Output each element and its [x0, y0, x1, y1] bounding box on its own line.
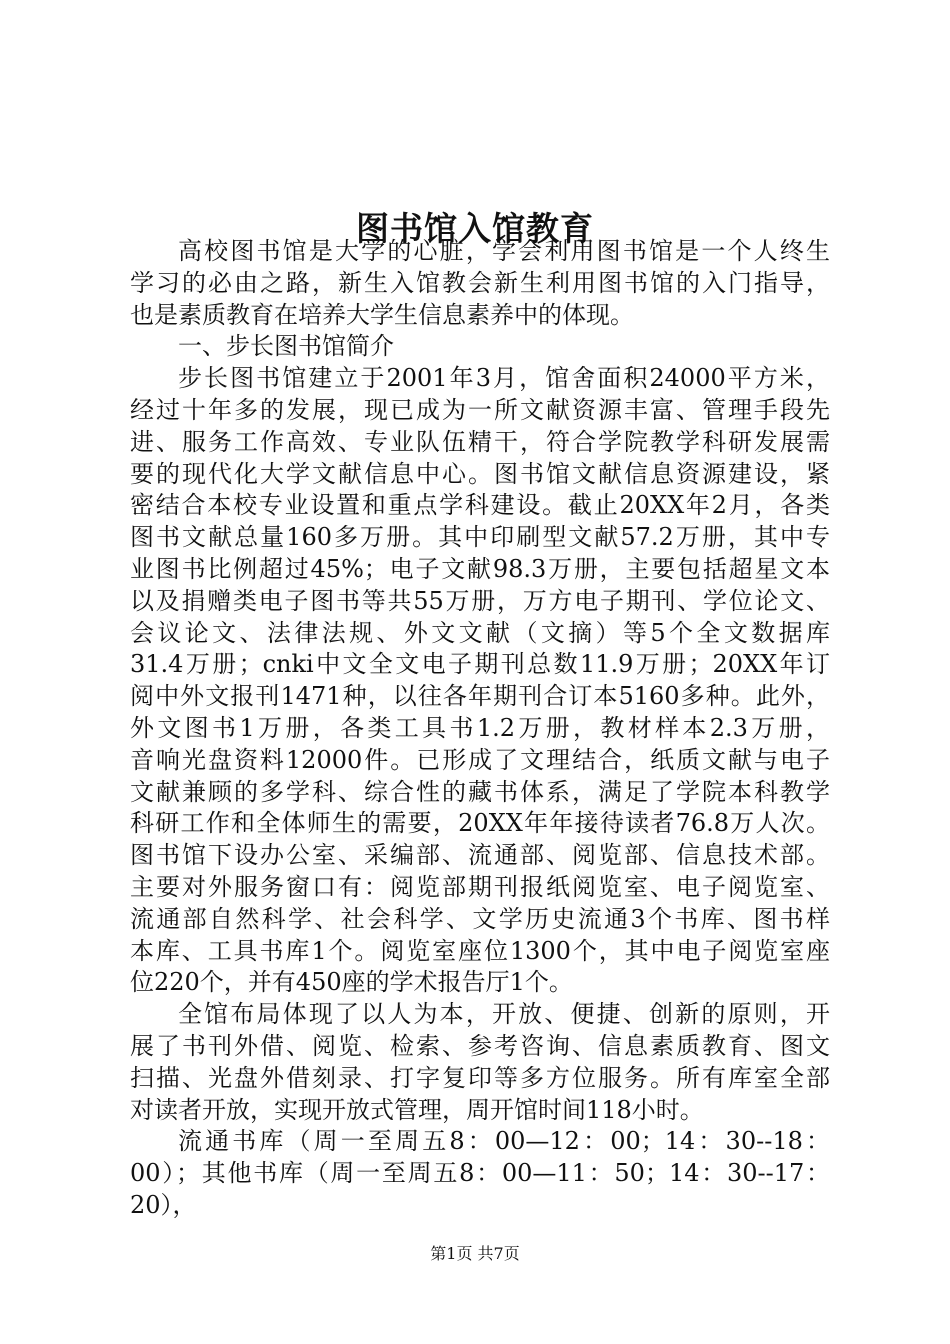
document-body	[130, 236, 830, 1222]
text-line: 扫描、光盘外借刻录、打字复印等多方位服务。所有库室全部	[130, 1063, 830, 1092]
text-line: 外文图书1万册，各类工具书1.2万册，教材样本2.3万册，	[130, 713, 830, 742]
text-line: 业图书比例超过45%；电子文献98.3万册，主要包括超星文本	[130, 554, 830, 583]
text-line: 主要对外服务窗口有：阅览部期刊报纸阅览室、电子阅览室、	[130, 872, 830, 901]
text-line: 位220个，并有450座的学术报告厅1个。	[130, 968, 573, 997]
body-paragraph	[130, 1126, 830, 1221]
document-title: 图书馆入馆教育	[356, 209, 594, 249]
text-line: 本库、工具书库1个。阅览室座位1300个，其中电子阅览室座	[130, 936, 830, 965]
text-line: 流通部自然科学、社会科学、文学历史流通3个书库、图书样	[130, 904, 830, 933]
text-line: 对读者开放，实现开放式管理，周开馆时间118小时。	[130, 1095, 704, 1124]
text-line: 学习的必由之路，新生入馆教会新生利用图书馆的入门指导，	[130, 268, 830, 297]
text-line: 也是素质教育在培养大学生信息素养中的体现。	[130, 300, 634, 329]
text-line: 图书文献总量160多万册。其中印刷型文献57.2万册，其中专	[130, 523, 830, 552]
text-line: 流通书库（周一至周五8：00—12：00；14：30--18：	[178, 1127, 830, 1156]
text-line: 进、服务工作高效、专业队伍精干，符合学院教学科研发展需	[130, 427, 830, 456]
text-line: 科研工作和全体师生的需要，20XX年年接待读者76.8万人次。	[130, 809, 830, 838]
text-line: 密结合本校专业设置和重点学科建设。截止20XX年2月，各类	[130, 491, 830, 520]
text-line: 经过十年多的发展，现已成为一所文献资源丰富、管理手段先	[130, 395, 830, 424]
body-paragraph	[130, 999, 830, 1126]
section-heading	[130, 331, 830, 363]
body-paragraph	[130, 236, 830, 331]
text-line: 音响光盘资料12000件。已形成了文理结合，纸质文献与电子	[130, 745, 830, 774]
text-line: 展了书刊外借、阅览、检索、参考咨询、信息素质教育、图文	[130, 1031, 830, 1060]
text-line: 图书馆下设办公室、采编部、流通部、阅览部、信息技术部。	[130, 841, 830, 870]
body-paragraph	[130, 363, 830, 999]
text-line: 以及捐赠类电子图书等共55万册，万方电子期刊、学位论文、	[130, 586, 830, 615]
text-line: 31.4万册；cnki中文全文电子期刊总数11.9万册；20XX年订	[130, 650, 830, 679]
text-line: 全馆布局体现了以人为本，开放、便捷、创新的原则，开	[178, 1000, 830, 1029]
text-line: 步长图书馆建立于2001年3月，馆舍面积24000平方米，	[178, 364, 830, 393]
page-footer: 第1页 共7页	[430, 1244, 520, 1263]
text-line: 要的现代化大学文献信息中心。图书馆文献信息资源建设，紧	[130, 459, 830, 488]
text-line: 高校图书馆是大学的心脏，学会利用图书馆是一个人终生	[178, 237, 830, 265]
text-line: 会议论文、法律法规、外文文献（文摘）等5个全文数据库	[130, 618, 830, 647]
text-line: 00）；其他书库（周一至周五8：00—11：50；14：30--17：	[130, 1159, 830, 1188]
text-line: 一、步长图书馆简介	[178, 332, 394, 361]
text-line: 20），	[130, 1190, 197, 1219]
text-line: 文献兼顾的多学科、综合性的藏书体系，满足了学院本科教学	[130, 777, 830, 806]
text-line: 阅中外文报刊1471种，以往各年期刊合订本5160多种。此外，	[130, 682, 830, 711]
